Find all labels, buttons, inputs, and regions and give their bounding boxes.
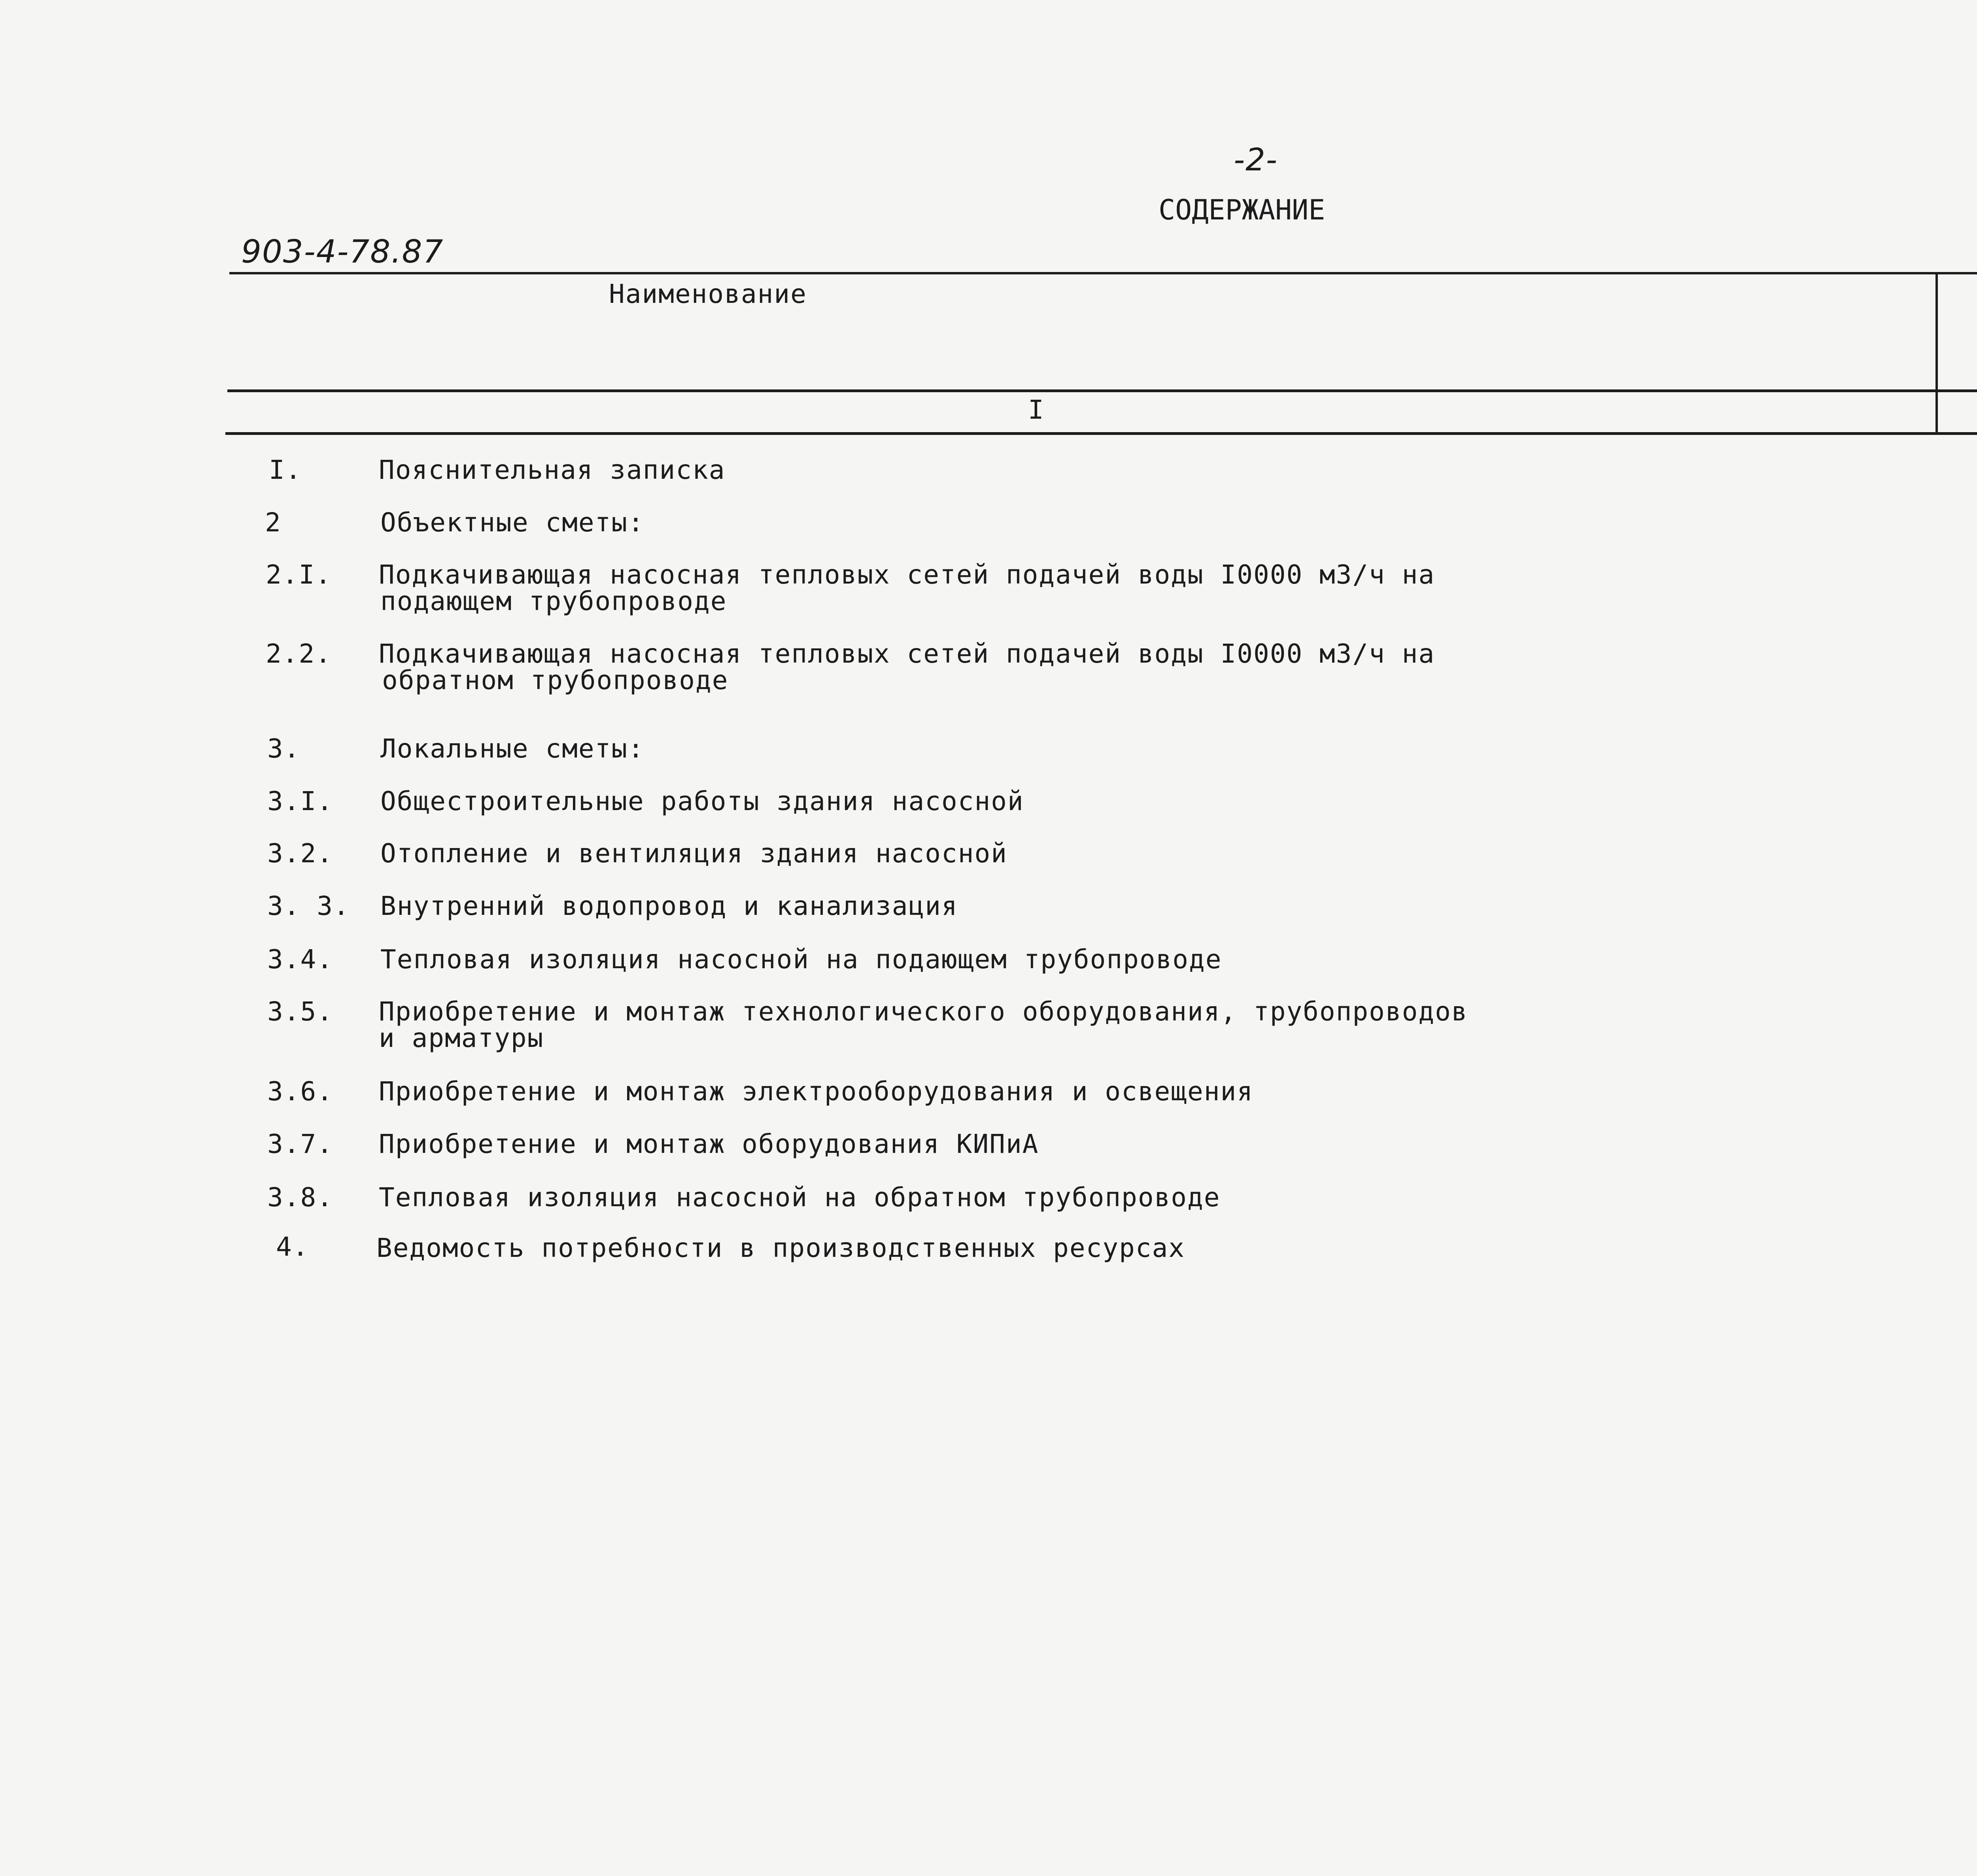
row-number: 3.5. bbox=[267, 996, 333, 1027]
row-title: Приобретение и монтаж оборудования КИПиА bbox=[379, 1129, 1039, 1159]
row-number: 2.2. bbox=[266, 639, 332, 669]
table-column-numbers-divider bbox=[225, 432, 1977, 435]
row-title: Ведомость потребности в производственных ресурсах bbox=[376, 1233, 1185, 1263]
row-number: 3.8. bbox=[267, 1182, 333, 1213]
row-title-line-2: и арматуры bbox=[379, 1023, 544, 1053]
row-title: Тепловая изоляция насосной на обратном трубопроводе bbox=[379, 1182, 1221, 1213]
row-title-line-1: Подкачивающая насосная тепловых сетей подачей воды I0000 м3/ч на bbox=[379, 559, 1435, 590]
table-top-border bbox=[229, 272, 1977, 274]
row-number: 2 bbox=[265, 507, 282, 538]
row-number: I. bbox=[269, 455, 302, 485]
row-number: 3. 3. bbox=[267, 891, 350, 921]
table-header-divider bbox=[227, 389, 1977, 392]
row-number: 3.2. bbox=[267, 838, 333, 869]
page-title: СОДЕРЖАНИЕ bbox=[1159, 194, 1325, 226]
row-title: Пояснительная записка bbox=[379, 455, 726, 485]
row-title-line-1: Подкачивающая насосная тепловых сетей подачей воды I0000 м3/ч на bbox=[379, 639, 1435, 669]
row-title: Тепловая изоляция насосной на подающем трубопроводе bbox=[380, 944, 1222, 975]
column-number-1: I bbox=[1028, 395, 1045, 425]
row-title: Объектные сметы: bbox=[380, 507, 645, 538]
row-number: 3. bbox=[267, 733, 301, 764]
row-title: Общестроительные работы здания насосной bbox=[380, 786, 1024, 816]
table-column-divider-1 bbox=[1935, 273, 1938, 435]
document-code-left: 903-4-78.87 bbox=[241, 233, 444, 270]
row-title: Внутренний водопровод и канализация bbox=[380, 891, 958, 921]
row-title-line-2: обратном трубопроводе bbox=[382, 665, 729, 695]
row-title-line-2: подающем трубопроводе bbox=[380, 586, 727, 616]
row-number: 3.I. bbox=[267, 786, 333, 816]
row-title: Локальные сметы: bbox=[380, 733, 645, 764]
page-number: -2- bbox=[1234, 142, 1278, 178]
row-number: 2.I. bbox=[266, 559, 332, 590]
row-number: 3.6. bbox=[267, 1076, 333, 1107]
row-number: 3.7. bbox=[267, 1129, 333, 1159]
row-number: 3.4. bbox=[267, 944, 333, 975]
row-title-line-1: Приобретение и монтаж технологического оборудования, трубопроводов bbox=[379, 996, 1468, 1027]
row-title: Отопление и вентиляция здания насосной bbox=[380, 838, 1007, 869]
header-name: Наименование bbox=[609, 279, 807, 309]
row-title: Приобретение и монтаж электрооборудования и освещения bbox=[379, 1076, 1253, 1107]
row-number: 4. bbox=[276, 1232, 309, 1262]
